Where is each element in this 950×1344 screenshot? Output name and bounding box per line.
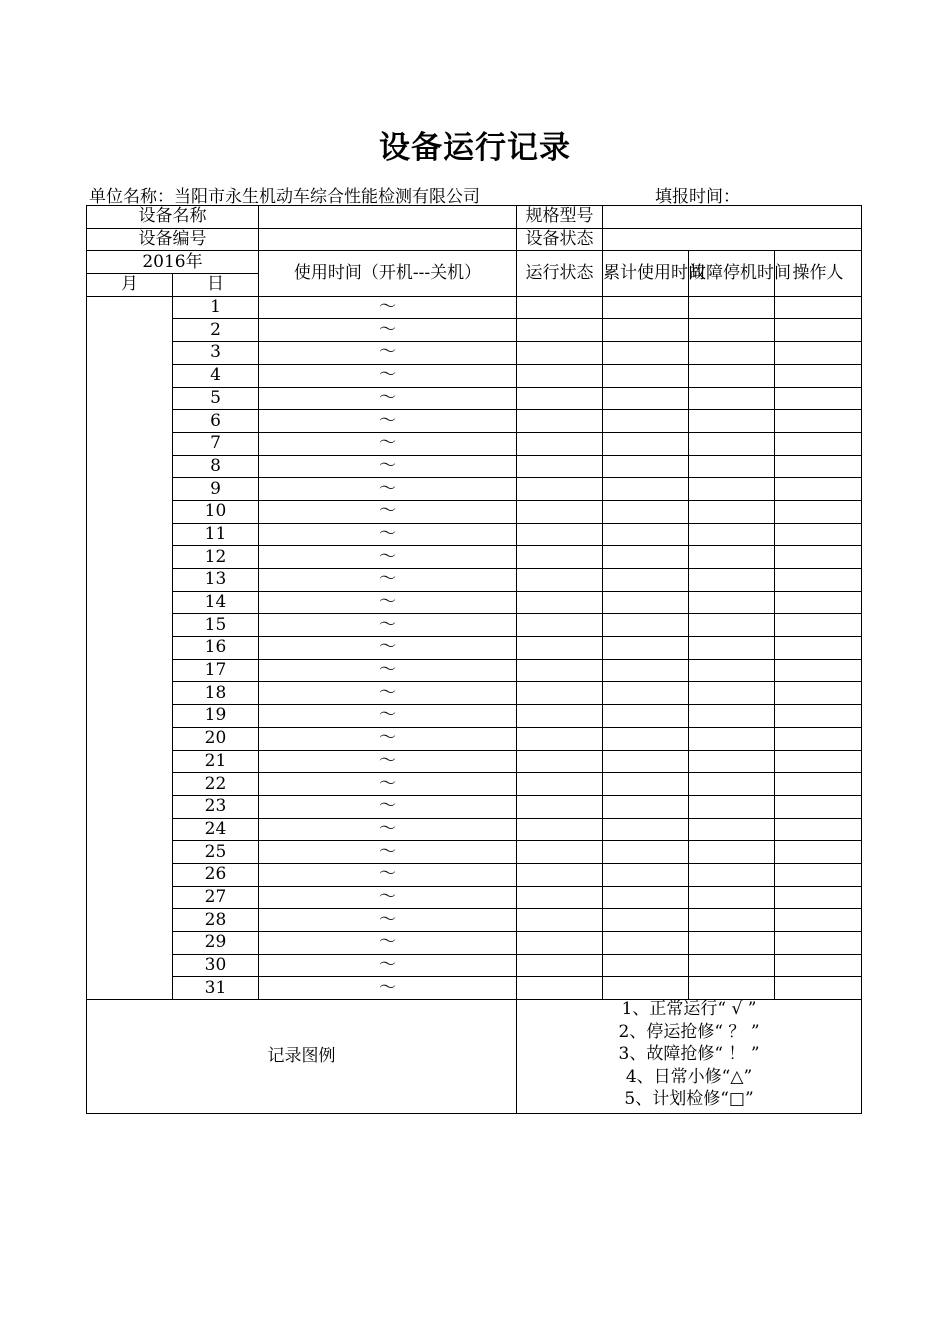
day-cell: 26 bbox=[173, 863, 259, 886]
operator-cell[interactable] bbox=[775, 818, 862, 841]
usage-time-cell[interactable]: ～ bbox=[259, 455, 517, 478]
operator-cell[interactable] bbox=[775, 410, 862, 433]
run-status-cell[interactable] bbox=[517, 818, 603, 841]
run-status-cell[interactable] bbox=[517, 773, 603, 796]
run-status-cell[interactable] bbox=[517, 954, 603, 977]
run-status-cell[interactable] bbox=[517, 387, 603, 410]
unit-name-line bbox=[89, 182, 480, 207]
fault-downtime-cell[interactable] bbox=[689, 364, 775, 387]
unit-name-label: 单位名称： bbox=[89, 187, 174, 207]
record-table bbox=[86, 205, 862, 1114]
fault-downtime-cell[interactable] bbox=[689, 546, 775, 569]
legend-item: 1、正常运行“ √ ” bbox=[621, 999, 757, 1020]
month-cell[interactable] bbox=[87, 296, 173, 999]
operator-cell[interactable] bbox=[775, 319, 862, 342]
table-row bbox=[87, 364, 862, 387]
fault-downtime-cell[interactable] bbox=[689, 455, 775, 478]
legend-row bbox=[87, 1000, 862, 1114]
fault-downtime-cell[interactable] bbox=[689, 342, 775, 365]
operator-cell[interactable] bbox=[775, 954, 862, 977]
cumulative-use-cell[interactable] bbox=[603, 727, 689, 750]
usage-time-header: 使用时间（开机---关机） bbox=[259, 251, 517, 296]
table-row bbox=[87, 455, 862, 478]
fault-downtime-cell[interactable] bbox=[689, 932, 775, 955]
usage-time-cell[interactable]: ～ bbox=[259, 977, 517, 1000]
device-status-value[interactable] bbox=[603, 228, 862, 251]
operator-cell[interactable] bbox=[775, 659, 862, 682]
usage-time-cell[interactable]: ～ bbox=[259, 591, 517, 614]
operator-header: 操作人 bbox=[775, 251, 862, 296]
year-header: 2016年 bbox=[87, 251, 259, 274]
usage-time-cell[interactable]: ～ bbox=[259, 546, 517, 569]
fault-downtime-cell[interactable] bbox=[689, 432, 775, 455]
table-row bbox=[87, 478, 862, 501]
fault-downtime-cell[interactable] bbox=[689, 478, 775, 501]
cumulative-use-cell[interactable] bbox=[603, 546, 689, 569]
cumulative-use-cell[interactable] bbox=[603, 319, 689, 342]
fill-time-label: 填报时间： bbox=[655, 187, 740, 207]
table-row bbox=[87, 909, 862, 932]
day-cell: 25 bbox=[173, 841, 259, 864]
operator-cell[interactable] bbox=[775, 682, 862, 705]
table-row bbox=[87, 432, 862, 455]
table-row bbox=[87, 750, 862, 773]
day-cell: 30 bbox=[173, 954, 259, 977]
run-status-cell[interactable] bbox=[517, 591, 603, 614]
cumulative-use-cell[interactable] bbox=[603, 296, 689, 319]
operator-cell[interactable] bbox=[775, 432, 862, 455]
usage-time-cell[interactable]: ～ bbox=[259, 909, 517, 932]
fault-downtime-cell[interactable] bbox=[689, 773, 775, 796]
usage-time-cell[interactable]: ～ bbox=[259, 478, 517, 501]
cumulative-use-cell[interactable] bbox=[603, 432, 689, 455]
run-status-cell[interactable] bbox=[517, 569, 603, 592]
header-row-1 bbox=[87, 251, 862, 274]
fault-downtime-cell[interactable] bbox=[689, 909, 775, 932]
table-row bbox=[87, 682, 862, 705]
fault-downtime-cell[interactable] bbox=[689, 387, 775, 410]
day-cell: 9 bbox=[173, 478, 259, 501]
fault-downtime-cell[interactable] bbox=[689, 750, 775, 773]
usage-time-cell[interactable]: ～ bbox=[259, 569, 517, 592]
usage-time-cell[interactable]: ～ bbox=[259, 296, 517, 319]
run-status-cell[interactable] bbox=[517, 296, 603, 319]
cumulative-use-cell[interactable] bbox=[603, 932, 689, 955]
usage-time-cell[interactable]: ～ bbox=[259, 342, 517, 365]
run-status-cell[interactable] bbox=[517, 705, 603, 728]
day-cell: 27 bbox=[173, 886, 259, 909]
table-row bbox=[87, 342, 862, 365]
run-status-cell[interactable] bbox=[517, 795, 603, 818]
usage-time-cell[interactable]: ～ bbox=[259, 523, 517, 546]
day-cell: 21 bbox=[173, 750, 259, 773]
operator-cell[interactable] bbox=[775, 795, 862, 818]
fault-downtime-cell[interactable] bbox=[689, 977, 775, 1000]
usage-time-cell[interactable]: ～ bbox=[259, 727, 517, 750]
operator-cell[interactable] bbox=[775, 569, 862, 592]
fault-downtime-cell[interactable] bbox=[689, 841, 775, 864]
usage-time-cell[interactable]: ～ bbox=[259, 863, 517, 886]
day-cell: 22 bbox=[173, 773, 259, 796]
cumulative-use-cell[interactable] bbox=[603, 387, 689, 410]
cumulative-use-header: 累计使用时间 bbox=[603, 251, 689, 296]
spec-model-value[interactable] bbox=[603, 206, 862, 229]
operator-cell[interactable] bbox=[775, 478, 862, 501]
day-cell: 28 bbox=[173, 909, 259, 932]
table-row bbox=[87, 410, 862, 433]
operator-cell[interactable] bbox=[775, 455, 862, 478]
run-status-cell[interactable] bbox=[517, 523, 603, 546]
run-status-cell[interactable] bbox=[517, 410, 603, 433]
cumulative-use-cell[interactable] bbox=[603, 886, 689, 909]
day-cell: 20 bbox=[173, 727, 259, 750]
fault-downtime-cell[interactable] bbox=[689, 682, 775, 705]
usage-time-cell[interactable]: ～ bbox=[259, 841, 517, 864]
device-name-value[interactable] bbox=[259, 206, 517, 229]
run-status-cell[interactable] bbox=[517, 863, 603, 886]
cumulative-use-cell[interactable] bbox=[603, 364, 689, 387]
cumulative-use-cell[interactable] bbox=[603, 750, 689, 773]
day-cell: 2 bbox=[173, 319, 259, 342]
cumulative-use-cell[interactable] bbox=[603, 773, 689, 796]
legend-item: 2、停运抢修“ ？ ” bbox=[618, 1021, 760, 1042]
table-row bbox=[87, 954, 862, 977]
legend-item: 4、日常小修“△” bbox=[625, 1066, 753, 1087]
legend-item: 3、故障抢修“ ！ ” bbox=[618, 1044, 760, 1065]
operator-cell[interactable] bbox=[775, 591, 862, 614]
table-row bbox=[87, 387, 862, 410]
fault-downtime-cell[interactable] bbox=[689, 500, 775, 523]
operator-cell[interactable] bbox=[775, 773, 862, 796]
fault-downtime-cell[interactable] bbox=[689, 705, 775, 728]
table-row bbox=[87, 727, 862, 750]
cumulative-use-cell[interactable] bbox=[603, 705, 689, 728]
cumulative-use-cell[interactable] bbox=[603, 659, 689, 682]
fault-downtime-cell[interactable] bbox=[689, 637, 775, 660]
operator-cell[interactable] bbox=[775, 932, 862, 955]
table-row bbox=[87, 705, 862, 728]
fault-downtime-cell[interactable] bbox=[689, 410, 775, 433]
usage-time-cell[interactable]: ～ bbox=[259, 387, 517, 410]
operator-cell[interactable] bbox=[775, 705, 862, 728]
legend-list bbox=[517, 1000, 862, 1114]
cumulative-use-cell[interactable] bbox=[603, 795, 689, 818]
operator-cell[interactable] bbox=[775, 909, 862, 932]
usage-time-cell[interactable]: ～ bbox=[259, 432, 517, 455]
run-status-cell[interactable] bbox=[517, 727, 603, 750]
run-status-cell[interactable] bbox=[517, 364, 603, 387]
table-row bbox=[87, 569, 862, 592]
run-status-cell[interactable] bbox=[517, 932, 603, 955]
usage-time-cell[interactable]: ～ bbox=[259, 364, 517, 387]
day-cell: 1 bbox=[173, 296, 259, 319]
day-cell: 15 bbox=[173, 614, 259, 637]
device-status-label: 设备状态 bbox=[517, 228, 603, 251]
cumulative-use-cell[interactable] bbox=[603, 977, 689, 1000]
cumulative-use-cell[interactable] bbox=[603, 478, 689, 501]
spec-model-label: 规格型号 bbox=[517, 206, 603, 229]
run-status-cell[interactable] bbox=[517, 546, 603, 569]
run-status-cell[interactable] bbox=[517, 478, 603, 501]
usage-time-cell[interactable]: ～ bbox=[259, 750, 517, 773]
day-cell: 12 bbox=[173, 546, 259, 569]
table-row bbox=[87, 773, 862, 796]
day-cell: 10 bbox=[173, 500, 259, 523]
table-row bbox=[87, 500, 862, 523]
table-row bbox=[87, 637, 862, 660]
fault-downtime-cell[interactable] bbox=[689, 886, 775, 909]
table-row bbox=[87, 886, 862, 909]
device-name-row bbox=[87, 206, 862, 229]
usage-time-cell[interactable]: ～ bbox=[259, 500, 517, 523]
fault-downtime-cell[interactable] bbox=[689, 569, 775, 592]
operator-cell[interactable] bbox=[775, 342, 862, 365]
cumulative-use-cell[interactable] bbox=[603, 500, 689, 523]
operator-cell[interactable] bbox=[775, 364, 862, 387]
fault-downtime-cell[interactable] bbox=[689, 523, 775, 546]
table-row bbox=[87, 977, 862, 1000]
operator-cell[interactable] bbox=[775, 614, 862, 637]
table-row bbox=[87, 319, 862, 342]
operator-cell[interactable] bbox=[775, 296, 862, 319]
fault-downtime-cell[interactable] bbox=[689, 795, 775, 818]
page-title: 设备运行记录 bbox=[379, 130, 571, 166]
day-cell: 7 bbox=[173, 432, 259, 455]
day-cell: 19 bbox=[173, 705, 259, 728]
fault-downtime-cell[interactable] bbox=[689, 863, 775, 886]
cumulative-use-cell[interactable] bbox=[603, 682, 689, 705]
usage-time-cell[interactable]: ～ bbox=[259, 818, 517, 841]
cumulative-use-cell[interactable] bbox=[603, 569, 689, 592]
cumulative-use-cell[interactable] bbox=[603, 637, 689, 660]
day-cell: 11 bbox=[173, 523, 259, 546]
fault-downtime-cell[interactable] bbox=[689, 954, 775, 977]
cumulative-use-cell[interactable] bbox=[603, 841, 689, 864]
day-cell: 13 bbox=[173, 569, 259, 592]
fault-downtime-cell[interactable] bbox=[689, 659, 775, 682]
run-status-cell[interactable] bbox=[517, 682, 603, 705]
day-cell: 14 bbox=[173, 591, 259, 614]
run-status-cell[interactable] bbox=[517, 342, 603, 365]
day-header: 日 bbox=[173, 274, 259, 297]
usage-time-cell[interactable]: ～ bbox=[259, 637, 517, 660]
usage-time-cell[interactable]: ～ bbox=[259, 773, 517, 796]
operator-cell[interactable] bbox=[775, 387, 862, 410]
usage-time-cell[interactable]: ～ bbox=[259, 795, 517, 818]
usage-time-cell[interactable]: ～ bbox=[259, 682, 517, 705]
operator-cell[interactable] bbox=[775, 977, 862, 1000]
table-row bbox=[87, 296, 862, 319]
table-row bbox=[87, 659, 862, 682]
run-status-cell[interactable] bbox=[517, 455, 603, 478]
day-cell: 29 bbox=[173, 932, 259, 955]
day-cell: 16 bbox=[173, 637, 259, 660]
run-status-cell[interactable] bbox=[517, 500, 603, 523]
usage-time-cell[interactable]: ～ bbox=[259, 659, 517, 682]
run-status-cell[interactable] bbox=[517, 637, 603, 660]
cumulative-use-cell[interactable] bbox=[603, 455, 689, 478]
run-status-cell[interactable] bbox=[517, 750, 603, 773]
run-status-cell[interactable] bbox=[517, 319, 603, 342]
day-cell: 17 bbox=[173, 659, 259, 682]
run-status-cell[interactable] bbox=[517, 841, 603, 864]
day-cell: 5 bbox=[173, 387, 259, 410]
day-cell: 23 bbox=[173, 795, 259, 818]
cumulative-use-cell[interactable] bbox=[603, 863, 689, 886]
fault-downtime-cell[interactable] bbox=[689, 296, 775, 319]
table-row bbox=[87, 795, 862, 818]
table-row bbox=[87, 932, 862, 955]
day-cell: 3 bbox=[173, 342, 259, 365]
operator-cell[interactable] bbox=[775, 500, 862, 523]
legend-label: 记录图例 bbox=[87, 1000, 517, 1114]
fault-downtime-cell[interactable] bbox=[689, 818, 775, 841]
table-row bbox=[87, 614, 862, 637]
cumulative-use-cell[interactable] bbox=[603, 614, 689, 637]
run-status-cell[interactable] bbox=[517, 659, 603, 682]
day-cell: 18 bbox=[173, 682, 259, 705]
fault-downtime-header: 故障停机时间 bbox=[689, 251, 775, 296]
legend-item: 5、计划检修“□” bbox=[624, 1089, 754, 1110]
device-number-label: 设备编号 bbox=[87, 228, 259, 251]
table-row bbox=[87, 591, 862, 614]
table-row bbox=[87, 863, 862, 886]
run-status-cell[interactable] bbox=[517, 886, 603, 909]
cumulative-use-cell[interactable] bbox=[603, 342, 689, 365]
operator-cell[interactable] bbox=[775, 863, 862, 886]
usage-time-cell[interactable]: ～ bbox=[259, 705, 517, 728]
cumulative-use-cell[interactable] bbox=[603, 818, 689, 841]
usage-time-cell[interactable]: ～ bbox=[259, 319, 517, 342]
usage-time-cell[interactable]: ～ bbox=[259, 932, 517, 955]
operator-cell[interactable] bbox=[775, 886, 862, 909]
cumulative-use-cell[interactable] bbox=[603, 591, 689, 614]
month-header: 月 bbox=[87, 274, 173, 297]
fill-time-line bbox=[655, 182, 740, 207]
device-number-value[interactable] bbox=[259, 228, 517, 251]
fault-downtime-cell[interactable] bbox=[689, 591, 775, 614]
table-row bbox=[87, 841, 862, 864]
day-cell: 24 bbox=[173, 818, 259, 841]
fault-downtime-cell[interactable] bbox=[689, 727, 775, 750]
usage-time-cell[interactable]: ～ bbox=[259, 886, 517, 909]
run-status-cell[interactable] bbox=[517, 977, 603, 1000]
operator-cell[interactable] bbox=[775, 750, 862, 773]
fault-downtime-cell[interactable] bbox=[689, 614, 775, 637]
run-status-cell[interactable] bbox=[517, 909, 603, 932]
unit-name-value: 当阳市永生机动车综合性能检测有限公司 bbox=[174, 187, 480, 207]
usage-time-cell[interactable]: ～ bbox=[259, 614, 517, 637]
run-status-header: 运行状态 bbox=[517, 251, 603, 296]
cumulative-use-cell[interactable] bbox=[603, 523, 689, 546]
operator-cell[interactable] bbox=[775, 637, 862, 660]
cumulative-use-cell[interactable] bbox=[603, 909, 689, 932]
day-cell: 31 bbox=[173, 977, 259, 1000]
table-row bbox=[87, 818, 862, 841]
usage-time-cell[interactable]: ～ bbox=[259, 954, 517, 977]
operator-cell[interactable] bbox=[775, 841, 862, 864]
day-cell: 6 bbox=[173, 410, 259, 433]
run-status-cell[interactable] bbox=[517, 614, 603, 637]
table-row bbox=[87, 546, 862, 569]
day-cell: 8 bbox=[173, 455, 259, 478]
operator-cell[interactable] bbox=[775, 546, 862, 569]
device-name-label: 设备名称 bbox=[87, 206, 259, 229]
usage-time-cell[interactable]: ～ bbox=[259, 410, 517, 433]
operator-cell[interactable] bbox=[775, 727, 862, 750]
day-cell: 4 bbox=[173, 364, 259, 387]
table-row bbox=[87, 523, 862, 546]
run-status-cell[interactable] bbox=[517, 432, 603, 455]
cumulative-use-cell[interactable] bbox=[603, 954, 689, 977]
device-number-row bbox=[87, 228, 862, 251]
cumulative-use-cell[interactable] bbox=[603, 410, 689, 433]
fault-downtime-cell[interactable] bbox=[689, 319, 775, 342]
operator-cell[interactable] bbox=[775, 523, 862, 546]
